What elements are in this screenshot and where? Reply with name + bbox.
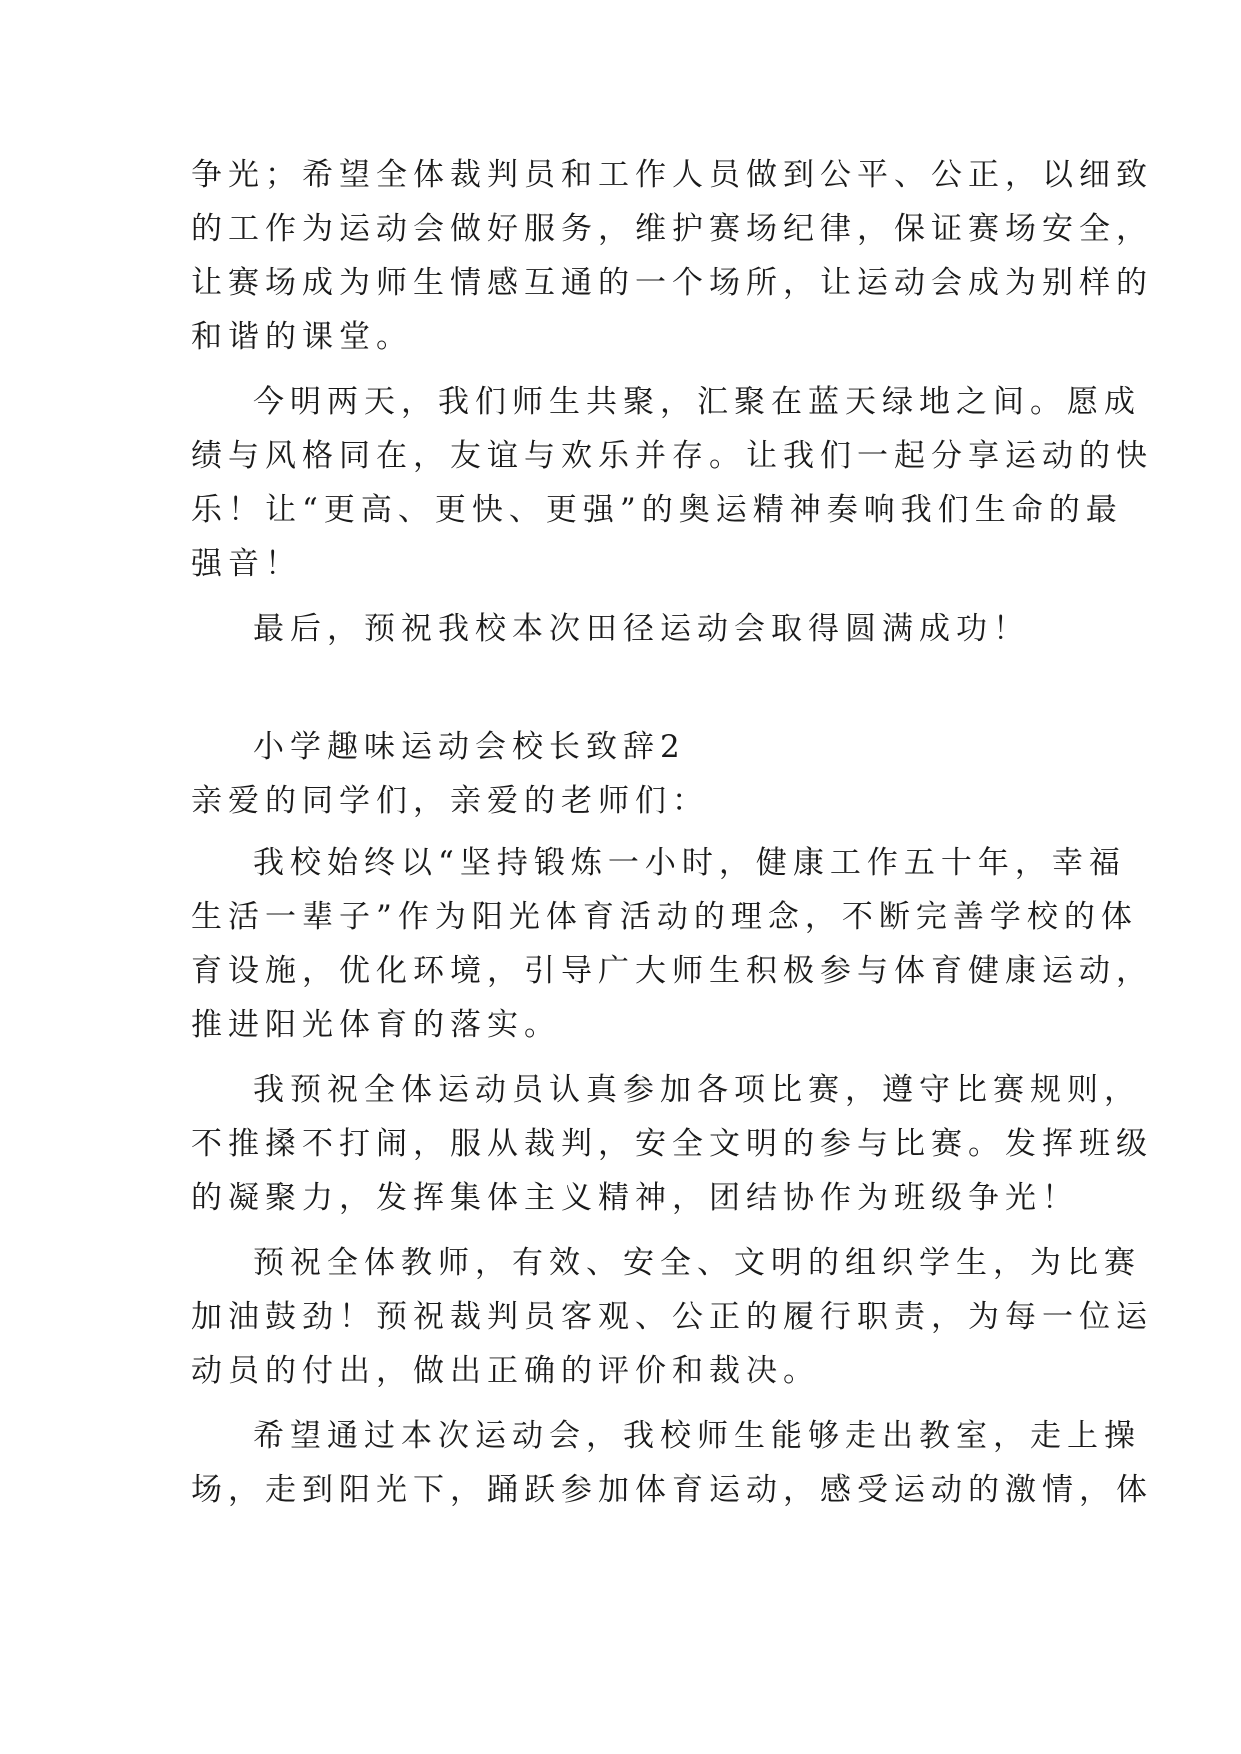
body-line: 和谐的课堂。 — [191, 319, 413, 355]
body-line: 的凝聚力，发挥集体主义精神，团结协作为班级争光！ — [191, 1180, 1079, 1216]
body-line: 争光；希望全体裁判员和工作人员做到公平、公正，以细致 — [191, 157, 1153, 193]
body-line: 加油鼓劲！预祝裁判员客观、公正的履行职责，为每一位运 — [191, 1299, 1153, 1335]
salutation: 亲爱的同学们，亲爱的老师们： — [191, 783, 709, 819]
body-line: 育设施，优化环境，引导广大师生积极参与体育健康运动， — [191, 953, 1153, 989]
paragraph-start-line: 预祝全体教师，有效、安全、文明的组织学生，为比赛 — [253, 1245, 1141, 1281]
body-line: 不推搡不打闹，服从裁判，安全文明的参与比赛。发挥班级 — [191, 1126, 1153, 1162]
body-line: 的工作为运动会做好服务，维护赛场纪律，保证赛场安全， — [191, 211, 1153, 247]
body-line: 强音！ — [191, 546, 302, 582]
body-line: 动员的付出，做出正确的评价和裁决。 — [191, 1353, 820, 1389]
paragraph-start-line: 我校始终以“坚持锻炼一小时，健康工作五十年，幸福 — [253, 845, 1126, 881]
body-line: 生活一辈子”作为阳光体育活动的理念，不断完善学校的体 — [191, 899, 1138, 935]
body-line: 场，走到阳光下，踊跃参加体育运动，感受运动的激情，体 — [191, 1472, 1153, 1508]
paragraph-start-line: 我预祝全体运动员认真参加各项比赛，遵守比赛规则， — [253, 1072, 1141, 1108]
body-line: 绩与风格同在，友谊与欢乐并存。让我们一起分享运动的快 — [191, 438, 1153, 474]
paragraph-start-line: 希望通过本次运动会，我校师生能够走出教室，走上操 — [253, 1418, 1141, 1454]
body-line: 推进阳光体育的落实。 — [191, 1007, 561, 1043]
paragraph-start-line: 今明两天，我们师生共聚，汇聚在蓝天绿地之间。愿成 — [253, 384, 1141, 420]
body-line: 让赛场成为师生情感互通的一个场所，让运动会成为别样的 — [191, 265, 1153, 301]
body-line: 乐！让“更高、更快、更强”的奥运精神奏响我们生命的最 — [191, 492, 1123, 528]
paragraph-start-line: 最后，预祝我校本次田径运动会取得圆满成功！ — [253, 611, 1030, 647]
section-title: 小学趣味运动会校长致辞2 — [253, 729, 686, 765]
